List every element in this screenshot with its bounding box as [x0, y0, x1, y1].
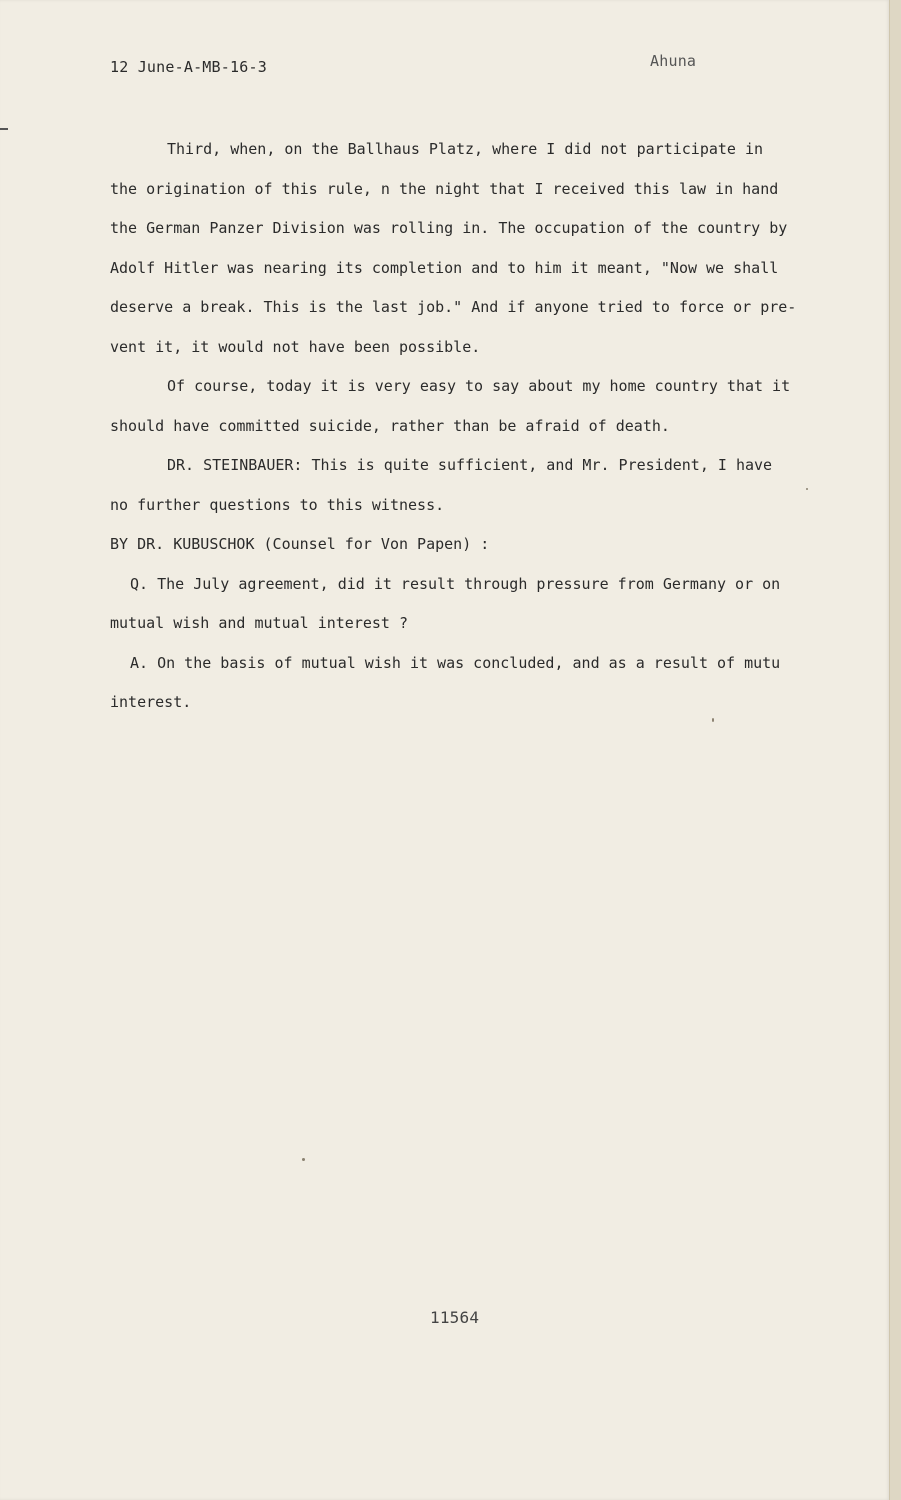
text-line: the German Panzer Division was rolling in. The occupation of the country by [110, 219, 788, 237]
text-line: mutual wish and mutual interest ? [110, 614, 409, 632]
answer-line: A. On the basis of mutual wish it was concluded, and as a result of mutu [130, 653, 781, 672]
text-line: Adolf Hitler was nearing its completion and to him it meant, "Now we shall [110, 258, 779, 277]
typist-initials: Ahuna [650, 52, 697, 70]
text-line: vent it, it would not have been possible. [110, 337, 481, 356]
text-line: DR. STEINBAUER: This is quite sufficient, and Mr. President, I have [167, 456, 773, 474]
text-line: the origination of this rule, n the night that I received this law in hand [110, 179, 779, 198]
page-edge [889, 0, 901, 1500]
section-heading: BY DR. KUBUSCHOK (Counsel for Von Papen) : [110, 535, 490, 553]
text-line: deserve a break. This is the last job." And if anyone tried to force or pre- [110, 298, 797, 316]
text-line: should have committed suicide, rather than be afraid of death. [110, 416, 670, 435]
page-number: 11564 [430, 1308, 480, 1327]
paper-speck [712, 718, 714, 722]
text-line: interest. [110, 693, 192, 711]
paper-speck [302, 1158, 305, 1161]
paper-speck [806, 488, 808, 490]
question-line: Q. The July agreement, did it result through pressure from Germany or on [130, 574, 781, 593]
margin-mark [0, 128, 8, 130]
document-reference: 12 June-A-MB-16-3 [110, 58, 267, 76]
text-line: Third, when, on the Ballhaus Platz, where I did not participate in [167, 140, 764, 158]
transcript-body [110, 130, 850, 723]
text-line: Of course, today it is very easy to say about my home country that it [167, 377, 791, 395]
text-line: no further questions to this witness. [110, 495, 445, 514]
